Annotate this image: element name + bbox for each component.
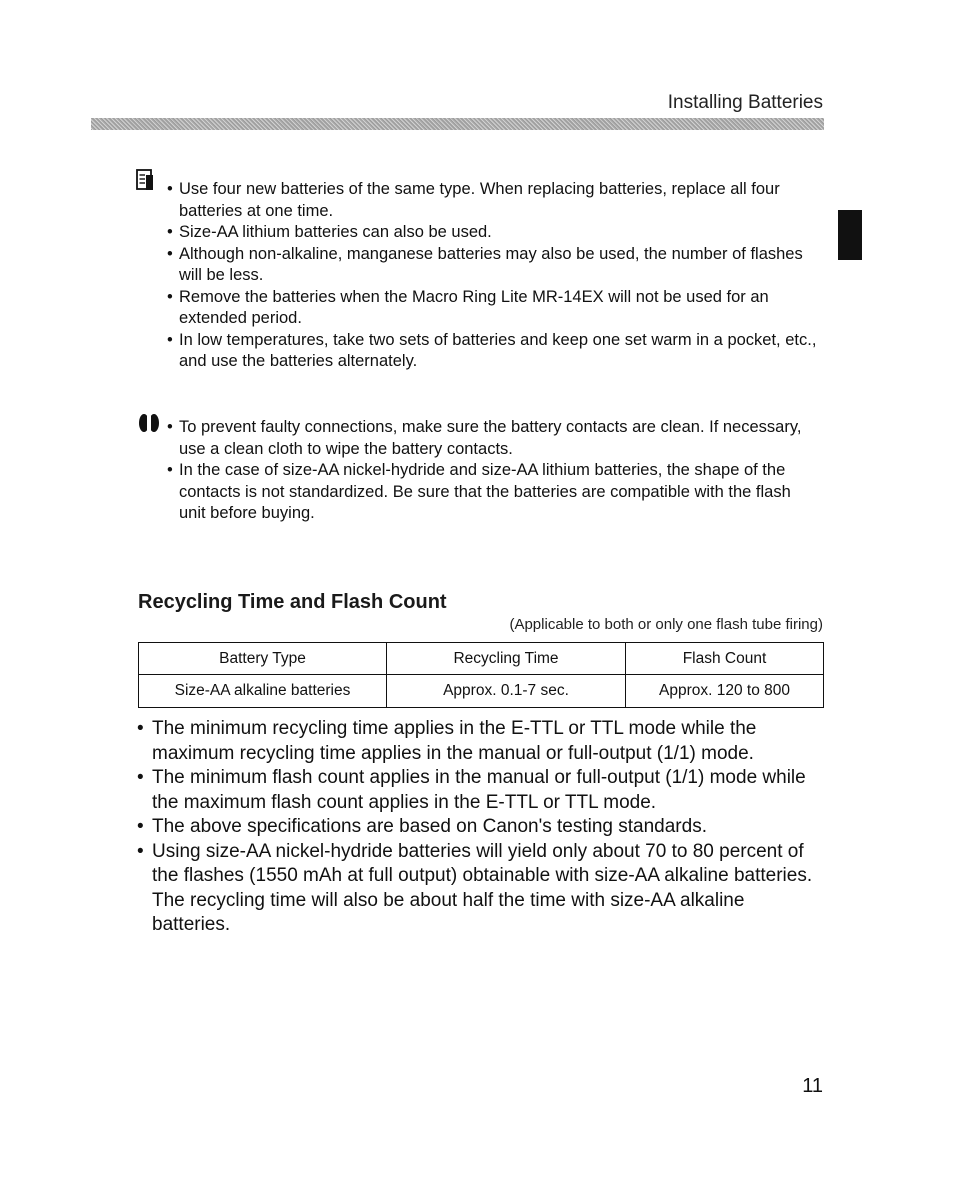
table-cell: Approx. 120 to 800 — [626, 675, 824, 708]
spec-notes-list — [137, 717, 817, 938]
note-item: • Remove the batteries when the Macro Ring Lite MR-14EX will not be used for an extended period. — [167, 287, 817, 330]
applicability-note: (Applicable to both or only one flash tube firing) — [509, 616, 823, 633]
column-header: Flash Count — [626, 643, 824, 675]
note-list — [167, 179, 817, 373]
caution-icon — [138, 412, 160, 434]
note-item: • Although non-alkaline, manganese batteries may also be used, the number of flashes will be less. — [167, 244, 817, 287]
note-icon — [136, 169, 154, 191]
spec-note-item: • The minimum flash count applies in the manual or full-output (1/1) mode while the maximum flash count applies in the E-TTL or TTL mode. — [137, 766, 817, 815]
note-item: • Size-AA lithium batteries can also be used. — [167, 222, 817, 244]
column-header: Battery Type — [139, 643, 387, 675]
column-header: Recycling Time — [387, 643, 626, 675]
spec-table — [138, 642, 824, 708]
table-cell: Size-AA alkaline batteries — [139, 675, 387, 708]
spec-note-item: • Using size-AA nickel-hydride batteries will yield only about 70 to 80 percent of the flashes (1550 mAh at full output) obtainable with size-AA alkaline batteries. The recycling time will also be about half the time with size-AA alkaline batteries. — [137, 840, 817, 938]
header-rule — [91, 118, 824, 130]
note-item: • Use four new batteries of the same type. When replacing batteries, replace all four batteries at one time. — [167, 179, 817, 222]
chapter-tab-marker — [838, 210, 862, 260]
caution-item: • In the case of size-AA nickel-hydride and size-AA lithium batteries, the shape of the contacts is not standardized. Be sure that the batteries are compatible with the flash unit before buying. — [167, 460, 817, 525]
caution-list — [167, 417, 817, 525]
note-item: • In low temperatures, take two sets of batteries and keep one set warm in a pocket, etc., and use the batteries alternately. — [167, 330, 817, 373]
caution-item: • To prevent faulty connections, make sure the battery contacts are clean. If necessary, use a clean cloth to wipe the battery contacts. — [167, 417, 817, 460]
table-header-row — [139, 643, 824, 675]
table-row — [139, 675, 824, 708]
spec-note-item: • The above specifications are based on Canon's testing standards. — [137, 815, 817, 840]
page-header-title: Installing Batteries — [667, 92, 823, 113]
section-title: Recycling Time and Flash Count — [138, 591, 447, 613]
page-number: 11 — [802, 1075, 823, 1097]
spec-note-item: • The minimum recycling time applies in the E-TTL or TTL mode while the maximum recycling time applies in the manual or full-output (1/1) mode. — [137, 717, 817, 766]
table-cell: Approx. 0.1-7 sec. — [387, 675, 626, 708]
